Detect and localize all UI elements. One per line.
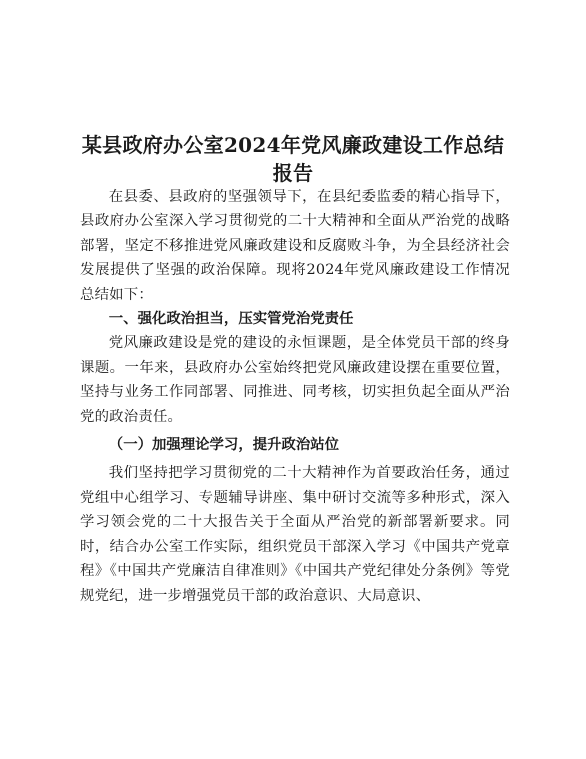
section-1-paragraph: 党风廉政建设是党的建设的永恒课题，是全体党员干部的终身课题。一年来，县政府办公室始终把党风廉政建设摆在重要位置，坚持与业务工作同部署、同推进、同考核，切实担负起全面从严治党的政治责任。 <box>80 335 510 425</box>
subsection-1-paragraph: 我们坚持把学习贯彻党的二十大精神作为首要政治任务，通过党组中心组学习、专题辅导讲座、集中研讨交流等多种形式，深入学习领会党的二十大报告关于全面从严治党的新部署新要求。同时，结合办公室工作实际，组织党员干部深入学习《中国共产党章程》《中国共产党廉洁自律准则》《中国共产党纪律处分条例》等党规党纪，进一步增强党员干部的政治意识、大局意识、 <box>80 465 510 604</box>
subsection-heading-1: （一）加强理论学习，提升政治站位 <box>108 436 340 454</box>
section-heading-1: 一、强化政治担当，压实管党治党责任 <box>108 311 354 328</box>
document-body <box>80 185 510 608</box>
intro-paragraph: 在县委、县政府的坚强领导下，在县纪委监委的精心指导下，县政府办公室深入学习贯彻党的二十大精神和全面从严治党的战略部署，坚定不移推进党风廉政建设和反腐败斗争，为全县经济社会发展提供了坚强的政治保障。现将2024年党风廉政建设工作情况总结如下： <box>80 189 510 303</box>
document-title: 某县政府办公室2024年党风廉政建设工作总结报告 <box>81 133 505 185</box>
